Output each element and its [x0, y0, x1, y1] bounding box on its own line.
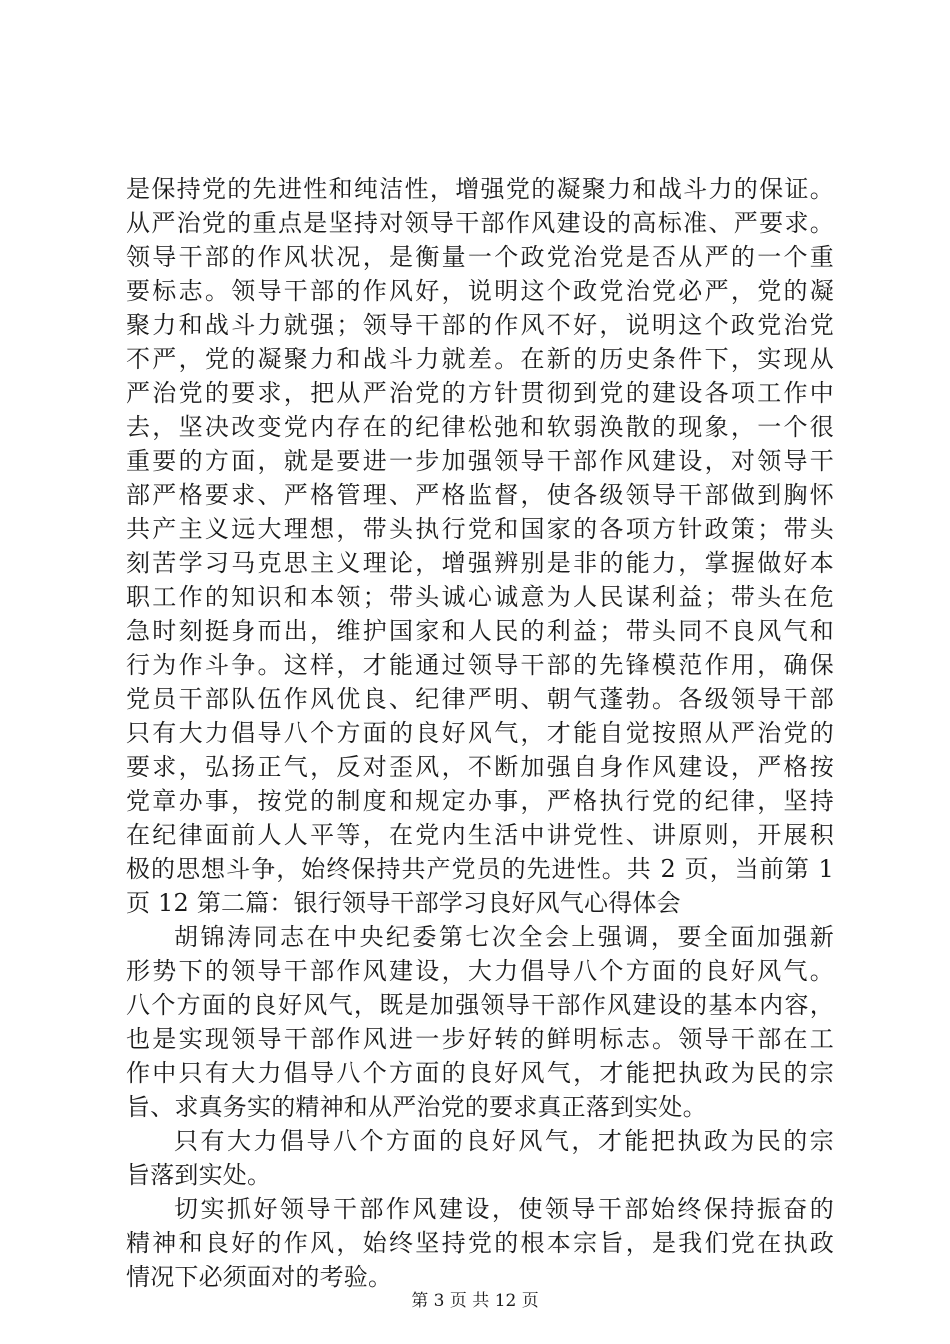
text-line: 党章办事，按党的制度和规定办事，严格执行党的纪律，坚持 — [126, 787, 834, 815]
text-line: 去，坚决改变党内存在的纪律松弛和软弱涣散的现象，一个很 — [126, 413, 834, 441]
text-line: 只有大力倡导八个方面的良好风气，才能自觉按照从严治党的 — [126, 719, 834, 747]
text-line: 页 12 第二篇：银行领导干部学习良好风气心得体会 — [126, 889, 681, 917]
text-line: 形势下的领导干部作风建设，大力倡导八个方面的良好风气。 — [126, 957, 834, 985]
text-line: 领导干部的作风状况，是衡量一个政党治党是否从严的一个重 — [126, 243, 834, 271]
paragraph-first-line: 胡锦涛同志在中央纪委第七次全会上强调，要全面加强新 — [174, 923, 834, 951]
text-line: 部严格要求、严格管理、严格监督，使各级领导干部做到胸怀 — [126, 481, 834, 509]
text-line: 刻苦学习马克思主义理论，增强辨别是非的能力，掌握做好本 — [126, 549, 834, 577]
document-body — [126, 172, 834, 1294]
text-line: 八个方面的良好风气，既是加强领导干部作风建设的基本内容， — [126, 991, 834, 1019]
page-number-footer: 第 3 页 共 12 页 — [411, 1291, 539, 1311]
paragraph-first-line: 切实抓好领导干部作风建设，使领导干部始终保持振奋的 — [174, 1195, 834, 1223]
text-line: 行为作斗争。这样，才能通过领导干部的先锋模范作用，确保 — [126, 651, 834, 679]
text-line: 共产主义远大理想，带头执行党和国家的各项方针政策；带头 — [126, 515, 834, 543]
text-line: 在纪律面前人人平等，在党内生活中讲党性、讲原则，开展积 — [126, 821, 834, 849]
text-line: 极的思想斗争，始终保持共产党员的先进性。共 2 页，当前第 1 — [126, 855, 834, 883]
text-line: 从严治党的重点是坚持对领导干部作风建设的高标准、严要求。 — [126, 209, 834, 237]
text-line: 党员干部队伍作风优良、纪律严明、朝气蓬勃。各级领导干部 — [126, 685, 834, 713]
text-line: 精神和良好的作风，始终坚持党的根本宗旨，是我们党在执政 — [126, 1229, 834, 1257]
text-line: 旨落到实处。 — [126, 1161, 272, 1189]
text-line: 也是实现领导干部作风进一步好转的鲜明标志。领导干部在工 — [126, 1025, 834, 1053]
text-line: 旨、求真务实的精神和从严治党的要求真正落到实处。 — [126, 1093, 707, 1121]
paragraph-first-line: 只有大力倡导八个方面的良好风气，才能把执政为民的宗 — [174, 1127, 834, 1155]
text-line: 职工作的知识和本领；带头诚心诚意为人民谋利益；带头在危 — [126, 583, 834, 611]
text-line: 不严，党的凝聚力和战斗力就差。在新的历史条件下，实现从 — [126, 345, 834, 373]
text-line: 聚力和战斗力就强；领导干部的作风不好，说明这个政党治党 — [126, 311, 834, 339]
text-line: 要求，弘扬正气，反对歪风，不断加强自身作风建设，严格按 — [126, 753, 834, 781]
text-line: 作中只有大力倡导八个方面的良好风气，才能把执政为民的宗 — [126, 1059, 834, 1087]
text-line: 严治党的要求，把从严治党的方针贯彻到党的建设各项工作中 — [126, 379, 834, 407]
text-line: 急时刻挺身而出，维护国家和人民的利益；带头同不良风气和 — [126, 617, 834, 645]
text-line: 是保持党的先进性和纯洁性，增强党的凝聚力和战斗力的保证。 — [126, 175, 834, 203]
text-line: 情况下必须面对的考验。 — [126, 1263, 393, 1291]
text-line: 要标志。领导干部的作风好，说明这个政党治党必严，党的凝 — [126, 277, 834, 305]
text-line: 重要的方面，就是要进一步加强领导干部作风建设，对领导干 — [126, 447, 834, 475]
